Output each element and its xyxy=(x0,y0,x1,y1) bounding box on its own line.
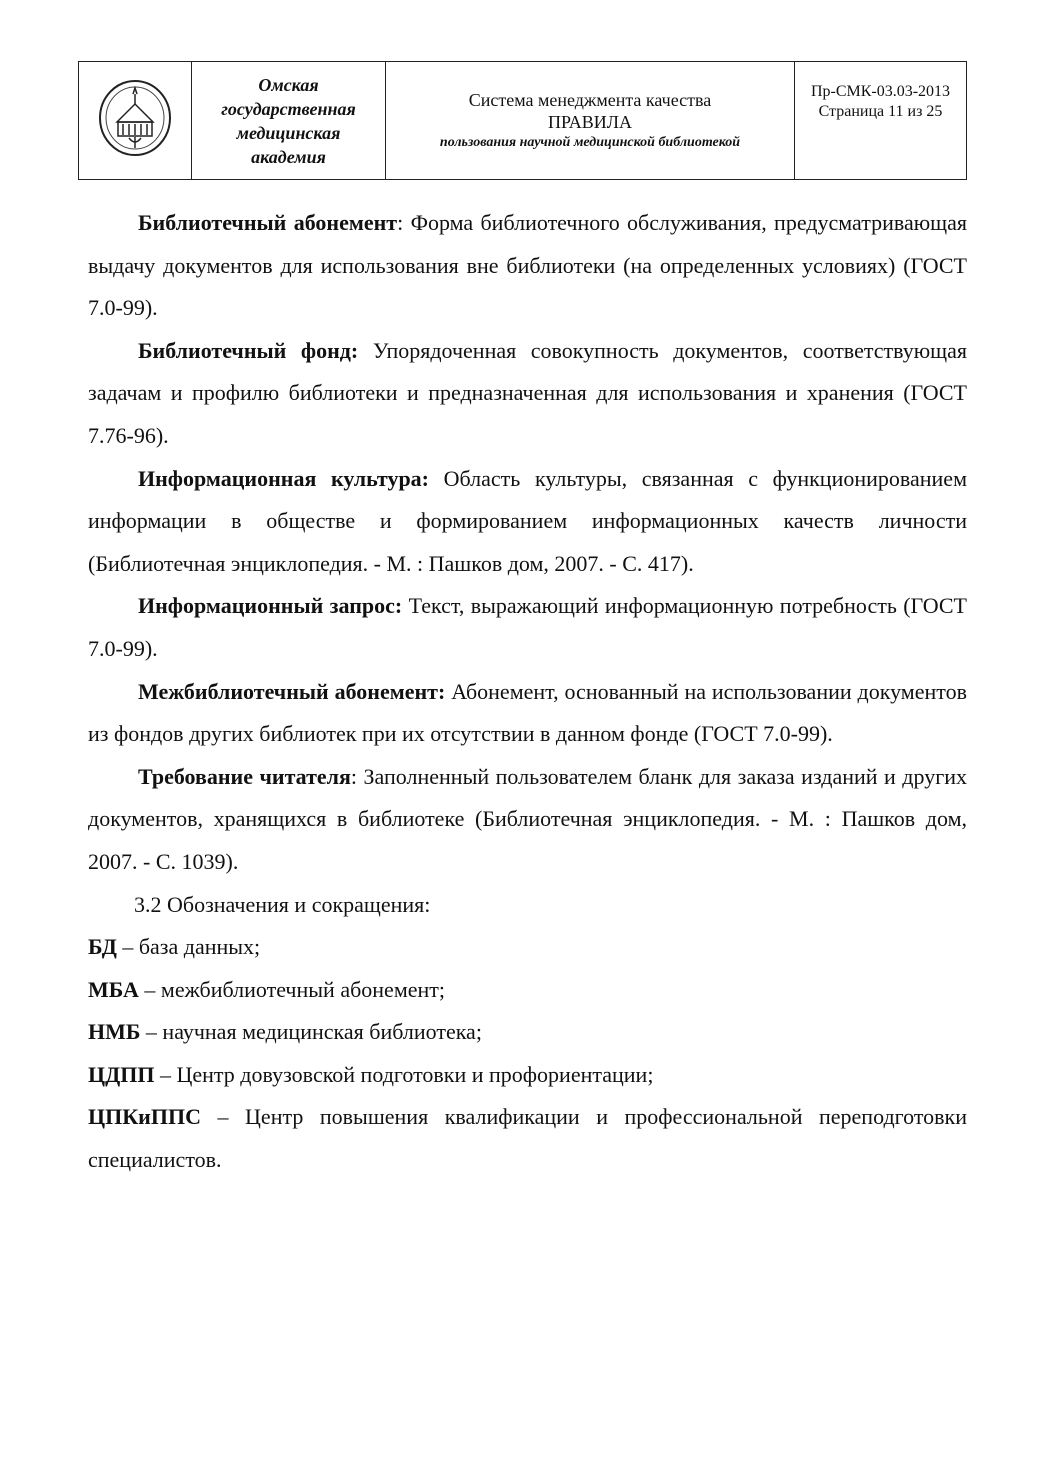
definition-information-request xyxy=(88,585,967,670)
organization-cell xyxy=(192,62,386,180)
definition-term: Библиотечный абонемент xyxy=(138,210,398,235)
code-cell xyxy=(795,62,967,180)
org-line-1: Омская xyxy=(258,74,319,95)
document-header xyxy=(78,61,967,180)
page-info: Страница 11 из 25 xyxy=(818,103,943,120)
definition-term: Межбиблиотечный абонемент: xyxy=(138,678,446,704)
org-line-4: академия xyxy=(251,146,326,167)
definition-text: Упорядоченная совокупность документов, соответствующая задачам и профилю библиотеки и предназначенная для использования и хранения (ГОСТ 7.76-96). xyxy=(88,337,967,448)
abbreviation-text: – научная медицинская библиотека; xyxy=(140,1019,482,1045)
abbreviation-text: – межбиблиотечный абонемент; xyxy=(138,976,445,1002)
definition-library-fund xyxy=(88,330,967,458)
abbreviation-text: – Центр довузовской подготовки и профориентации; xyxy=(154,1061,654,1087)
abbreviation-item xyxy=(88,1096,967,1181)
definition-text: Область культуры, связанная с функционированием информации в обществе и формированием информационных качеств личности (Библиотечная энциклопедия. - М. : Пашков дом, 2007. - С. 417). xyxy=(88,465,967,576)
definition-text: Заполненный пользователем бланк для заказа изданий и других документов, хранящихся в библиотеке (Библиотечная энциклопедия. - М. : Пашков дом, 2007. - С. 1039). xyxy=(88,763,967,874)
definition-term: Библиотечный фонд: xyxy=(138,337,359,363)
doc-type: ПРАВИЛА xyxy=(548,111,632,132)
definition-library-subscription xyxy=(88,202,967,330)
definition-text: Форма библиотечного обслуживания, предусматривающая выдачу документов для использования вне библиотеки (на определенных условиях) (ГОСТ 7.0-99). xyxy=(88,210,967,321)
org-line-2: государственная xyxy=(221,98,356,119)
system-title: Система менеджмента качества xyxy=(468,89,712,110)
doc-subtitle: пользования научной медицинской библиотекой xyxy=(439,134,741,150)
abbreviation-item xyxy=(88,926,967,969)
definition-text: Абонемент, основанный на использовании документов из фондов других библиотек при их отсутствии в данном фонде (ГОСТ 7.0-99). xyxy=(88,678,967,747)
definition-term: Информационная культура: xyxy=(138,465,430,491)
org-line-3: медицинская xyxy=(236,122,341,143)
logo-cell xyxy=(79,62,192,180)
definition-interlibrary-loan xyxy=(88,671,967,756)
definition-information-culture xyxy=(88,458,967,586)
definition-term: Информационный запрос: xyxy=(138,593,403,619)
section-heading: 3.2 Обозначения и сокращения: xyxy=(134,891,431,917)
abbreviation-item xyxy=(88,1011,967,1054)
definition-reader-request xyxy=(88,756,967,884)
definition-separator: : xyxy=(350,763,358,789)
abbreviation-term: ЦДПП xyxy=(88,1061,155,1087)
abbreviation-term: БД xyxy=(88,934,117,960)
definition-separator: : xyxy=(397,210,404,235)
abbreviation-text: – база данных; xyxy=(116,934,261,960)
abbreviation-item xyxy=(88,1054,967,1097)
academy-seal-icon xyxy=(96,78,174,158)
abbreviation-term: НМБ xyxy=(88,1019,141,1045)
abbreviation-term: ЦПКиППС xyxy=(88,1104,201,1130)
definition-text: Текст, выражающий информационную потребность (ГОСТ 7.0-99). xyxy=(88,593,967,661)
abbreviation-text: – Центр повышения квалификации и профессиональной переподготовки специалистов. xyxy=(88,1104,967,1173)
doc-code: Пр-СМК-03.03-2013 xyxy=(810,83,951,100)
abbreviation-item xyxy=(88,969,967,1012)
document-body xyxy=(88,202,967,1182)
definition-term: Требование читателя xyxy=(138,763,351,789)
abbreviation-term: МБА xyxy=(88,976,139,1002)
system-cell xyxy=(386,62,795,180)
